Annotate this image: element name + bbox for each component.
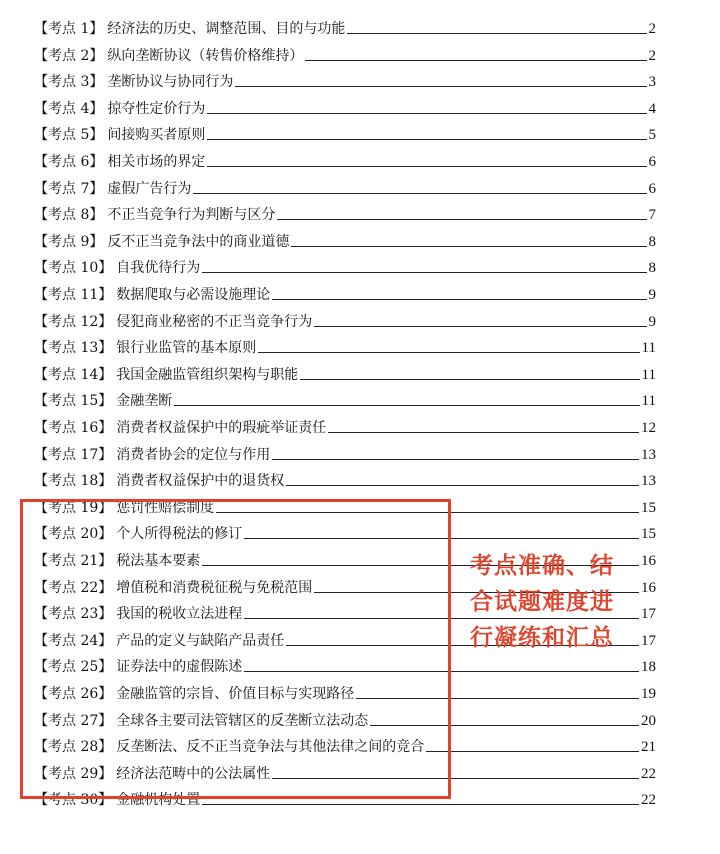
toc-entry-title: 消费者协会的定位与作用 [116, 446, 271, 463]
toc-entry-label: 【考点 5】 [34, 127, 104, 144]
toc-leader-line [426, 751, 639, 752]
toc-entry-label: 【考点 8】 [34, 207, 104, 224]
toc-entry-title: 惩罚性赔偿制度 [116, 499, 215, 516]
toc-entry-page: 17 [641, 632, 656, 649]
toc-entry-page: 12 [641, 420, 656, 436]
toc-entry-title: 银行业监管的基本原则 [116, 340, 257, 357]
toc-entry-label: 【考点 21】 [34, 553, 113, 569]
toc-entry-label: 【考点 19】 [34, 499, 113, 516]
toc-entry-page: 8 [648, 260, 656, 277]
toc-entry-label: 【考点 9】 [34, 233, 104, 250]
toc-entry-title: 全球各主要司法管辖区的反垄断立法动态 [116, 712, 369, 729]
toc-entry-title: 掠夺性定价行为 [107, 100, 206, 117]
toc-entry[interactable] [34, 12, 656, 38]
toc-entry-label: 【考点 1】 [34, 21, 104, 37]
toc-entry-page: 7 [648, 207, 656, 224]
toc-leader-line [235, 86, 646, 87]
toc-entry-title: 间接购买者原则 [107, 127, 206, 144]
toc-entry-page: 11 [641, 366, 656, 383]
toc-entry-page: 21 [641, 739, 656, 756]
toc-entry[interactable] [34, 145, 656, 171]
toc-entry-title: 消费者权益保护中的退货权 [116, 473, 285, 490]
toc-entry-page: 3 [648, 74, 656, 91]
toc-entry-page: 6 [648, 154, 656, 170]
toc-entry-title: 我国金融监管组织架构与职能 [116, 366, 299, 383]
toc-entry[interactable] [34, 331, 656, 357]
toc-entry[interactable] [34, 92, 656, 118]
toc-leader-line [286, 485, 639, 486]
toc-leader-line [305, 60, 646, 61]
toc-entry-page: 2 [648, 21, 656, 37]
toc-entry-title: 金融垄断 [116, 393, 173, 410]
annotation-line: 考点准确、结 [470, 553, 614, 579]
toc-entry-title: 虚假广告行为 [107, 180, 192, 197]
toc-entry-title: 税法基本要素 [116, 553, 201, 569]
toc-entry[interactable] [34, 464, 656, 490]
toc-entry-page: 22 [641, 765, 656, 782]
toc-entry-title: 相关市场的界定 [107, 154, 206, 170]
toc-entry-page: 16 [641, 579, 656, 596]
annotation-line: 行凝练和汇总 [470, 625, 614, 651]
toc-entry-title: 产品的定义与缺陷产品责任 [116, 632, 285, 649]
toc-entry-page: 11 [641, 393, 656, 410]
toc-entry-page: 5 [648, 127, 656, 144]
toc-entry[interactable] [34, 39, 656, 65]
toc-entry-title: 反垄断法、反不正当竞争法与其他法律之间的竞合 [116, 739, 425, 756]
toc-leader-line [207, 166, 646, 167]
toc-entry-page: 15 [641, 499, 656, 516]
toc-leader-line [202, 272, 646, 273]
toc-entry-page: 6 [648, 180, 656, 197]
toc-entry-title: 自我优待行为 [116, 260, 201, 277]
toc-entry-title: 反不正当竞争法中的商业道德 [107, 233, 290, 250]
toc-entry[interactable] [34, 384, 656, 410]
toc-entry-title: 我国的税收立法进程 [116, 606, 243, 623]
toc-leader-line [300, 379, 639, 380]
toc-entry[interactable] [34, 118, 656, 144]
toc-entry-page: 17 [641, 606, 656, 623]
toc-entry-page: 8 [648, 233, 656, 250]
toc-entry-page: 13 [641, 446, 656, 463]
toc-entry-label: 【考点 2】 [34, 47, 104, 64]
toc-entry-title: 证券法中的虚假陈述 [116, 659, 243, 676]
toc-entry-title: 不正当竞争行为判断与区分 [107, 207, 276, 224]
toc-entry-label: 【考点 17】 [34, 446, 113, 463]
toc-leader-line [328, 432, 639, 433]
toc-entry-label: 【考点 22】 [34, 579, 113, 596]
toc-leader-line [347, 33, 646, 34]
toc-leader-line [207, 113, 646, 114]
toc-leader-line [174, 405, 639, 406]
toc-entry-label: 【考点 18】 [34, 473, 113, 490]
toc-entry-title: 个人所得税法的修订 [116, 526, 243, 543]
highlight-box [20, 499, 451, 799]
toc-entry-page: 13 [641, 473, 656, 490]
toc-entry-title: 消费者权益保护中的瑕疵举证责任 [116, 420, 327, 436]
toc-entry-label: 【考点 12】 [34, 313, 113, 330]
toc-leader-line [272, 299, 646, 300]
toc-entry-title: 经济法范畴中的公法属性 [116, 765, 271, 782]
toc-entry-page: 20 [641, 712, 656, 729]
toc-entry[interactable] [34, 65, 656, 91]
toc-entry-page: 22 [641, 792, 656, 809]
toc-entry[interactable] [34, 198, 656, 224]
toc-entry-page: 4 [648, 100, 656, 117]
toc-entry-label: 【考点 25】 [34, 659, 113, 676]
toc-entry-label: 【考点 4】 [34, 100, 104, 117]
toc-entry-label: 【考点 7】 [34, 180, 104, 197]
toc-entry[interactable] [34, 305, 656, 331]
toc-entry-page: 2 [648, 47, 656, 64]
toc-entry-page: 19 [641, 686, 656, 702]
toc-entry-label: 【考点 26】 [34, 686, 113, 702]
toc-entry-label: 【考点 24】 [34, 632, 113, 649]
toc-entry-page: 15 [641, 526, 656, 543]
toc-entry-label: 【考点 10】 [34, 260, 113, 277]
toc-entry-page: 9 [648, 287, 656, 303]
toc-entry[interactable] [34, 358, 656, 384]
toc-entry-title: 数据爬取与必需设施理论 [116, 287, 271, 303]
toc-entry-title: 金融监管的宗旨、价值目标与实现路径 [116, 686, 355, 702]
annotation-line: 合试题难度进 [470, 589, 614, 615]
toc-entry-title: 垄断协议与协同行为 [107, 74, 234, 91]
toc-leader-line [207, 139, 646, 140]
toc-entry-page: 9 [648, 313, 656, 330]
toc-leader-line [277, 219, 646, 220]
toc-entry-label: 【考点 29】 [34, 765, 113, 782]
toc-entry-title: 增值税和消费税征税与免税范围 [116, 579, 313, 596]
toc-entry[interactable] [34, 438, 656, 464]
toc-entry-title: 侵犯商业秘密的不正当竞争行为 [116, 313, 313, 330]
toc-entry-label: 【考点 27】 [34, 712, 113, 729]
toc-entry-page: 16 [641, 553, 656, 569]
toc-entry-label: 【考点 23】 [34, 606, 113, 623]
toc-entry-title: 经济法的历史、调整范围、目的与功能 [107, 21, 346, 37]
toc-entry-label: 【考点 6】 [34, 154, 104, 170]
toc-entry[interactable] [34, 225, 656, 251]
toc-entry-label: 【考点 11】 [34, 287, 113, 303]
toc-entry[interactable] [34, 251, 656, 277]
toc-entry-title: 纵向垄断协议（转售价格维持） [107, 47, 304, 64]
annotation-note [470, 548, 650, 656]
toc-entry-label: 【考点 13】 [34, 340, 113, 357]
toc-entry-label: 【考点 28】 [34, 739, 113, 756]
toc-leader-line [193, 193, 646, 194]
toc-entry-label: 【考点 16】 [34, 420, 113, 436]
toc-leader-line [291, 246, 646, 247]
toc-entry-page: 18 [641, 659, 656, 676]
toc-entry-label: 【考点 15】 [34, 393, 113, 410]
toc-entry-label: 【考点 20】 [34, 526, 113, 543]
toc-leader-line [314, 326, 646, 327]
toc-entry-label: 【考点 14】 [34, 366, 113, 383]
toc-leader-line [272, 459, 639, 460]
toc-leader-line [202, 804, 639, 805]
toc-entry[interactable] [34, 278, 656, 304]
toc-entry[interactable] [34, 411, 656, 437]
toc-entry-page: 11 [641, 340, 656, 357]
toc-entry-label: 【考点 3】 [34, 74, 104, 91]
toc-entry-title: 金融机构处置 [116, 792, 201, 809]
toc-entry-label: 【考点 30】 [34, 792, 113, 809]
toc-entry[interactable] [34, 172, 656, 198]
toc-leader-line [258, 352, 639, 353]
